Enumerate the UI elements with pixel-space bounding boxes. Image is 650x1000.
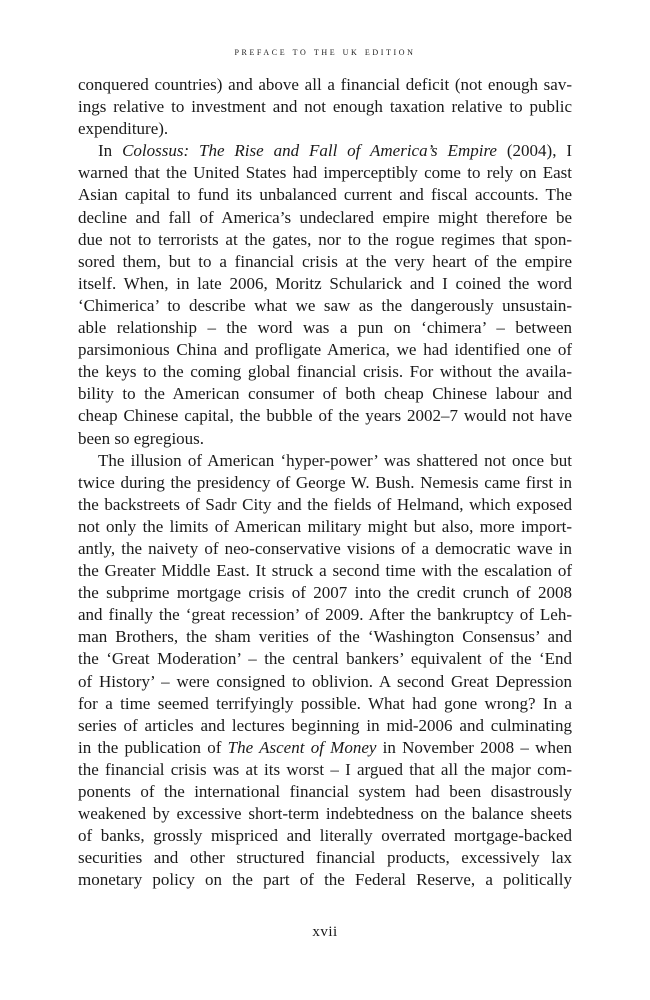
italic-title: Colossus: The Rise and Fall of America’s Empire	[122, 141, 497, 161]
text-line	[78, 96, 572, 118]
text-line	[78, 560, 572, 582]
text-segment: cheap Chinese capital, the bubble of the years 2002–7 would not have	[78, 406, 572, 426]
text-segment: The illusion of American ‘hyper-power’ was shattered not once but	[98, 450, 572, 470]
text-segment: decline and fall of America’s undeclared empire might therefore be	[78, 207, 572, 227]
text-segment: the Greater Middle East. It struck a second time with the escalation of	[78, 561, 572, 581]
text-segment: not only the limits of American military might but also, more import-	[78, 516, 572, 536]
page-number: xvii	[312, 924, 338, 940]
text-segment: parsimonious China and profligate America, we had identified one of	[78, 340, 572, 360]
text-line	[78, 405, 572, 427]
italic-title: The Ascent of Money	[227, 737, 377, 757]
text-line	[78, 361, 572, 383]
text-line	[78, 494, 572, 516]
text-segment: the keys to the coming global financial crisis. For without the availa-	[78, 362, 572, 382]
text-line	[78, 140, 572, 162]
text-segment: (2004), I	[496, 141, 572, 161]
text-line	[78, 825, 572, 847]
text-segment: Asian capital to fund its unbalanced current and fiscal accounts. The	[78, 185, 572, 205]
text-segment: man Brothers, the sham verities of the ‘Washington Consensus’ and	[78, 627, 572, 647]
text-line	[78, 74, 572, 96]
text-line	[78, 582, 572, 604]
text-segment: ponents of the international financial system had been disastrously	[78, 782, 572, 801]
text-line	[78, 428, 572, 450]
text-segment: of History’ – were consigned to oblivion. A second Great Depression	[78, 671, 572, 691]
text-segment: and finally the ‘great recession’ of 2009. After the bankruptcy of Leh-	[78, 605, 572, 625]
text-line	[78, 626, 572, 648]
text-segment: itself. When, in late 2006, Moritz Schularick and I coined the word	[78, 273, 572, 293]
text-line	[78, 339, 572, 361]
text-line	[78, 229, 572, 251]
text-line	[78, 648, 572, 670]
text-line	[78, 715, 572, 737]
text-segment: of banks, grossly mispriced and literally overrated mortgage-backed	[78, 826, 572, 846]
text-segment: weakened by excessive short-term indebtedness on the balance sheets	[78, 804, 572, 824]
text-line	[78, 383, 572, 405]
text-segment: the ‘Great Moderation’ – the central bankers’ equivalent of the ‘End	[78, 649, 572, 669]
text-line	[78, 604, 572, 626]
text-segment: twice during the presidency of George W. Bush. Nemesis came first in	[78, 472, 572, 492]
text-line	[78, 759, 572, 781]
running-head: preface to the uk edition	[234, 46, 416, 58]
text-segment: for a time seemed terrifyingly possible. What had gone wrong? In a	[78, 693, 572, 713]
text-segment: In	[98, 141, 123, 161]
text-line	[78, 251, 572, 273]
text-line	[78, 118, 572, 140]
text-line	[78, 671, 572, 693]
text-segment: been so egregious.	[78, 428, 205, 448]
text-line	[78, 693, 572, 715]
text-line	[78, 847, 572, 869]
text-segment: in November 2008 – when	[376, 737, 572, 757]
text-line	[78, 317, 572, 339]
text-segment: able relationship – the word was a pun on ‘chimera’ – between	[78, 318, 572, 338]
text-line	[78, 538, 572, 560]
text-segment: expenditure).	[78, 119, 169, 139]
text-line	[78, 737, 572, 759]
text-line	[78, 273, 572, 295]
text-segment: monetary policy on the part of the Federal Reserve, a politically	[78, 870, 572, 890]
text-line	[78, 803, 572, 825]
text-line	[78, 184, 572, 206]
text-line	[78, 781, 572, 803]
text-segment: bility to the American consumer of both cheap Chinese labour and	[78, 384, 572, 404]
text-line	[78, 516, 572, 538]
text-segment: due not to terrorists at the gates, nor to the rogue regimes that spon-	[78, 229, 572, 249]
text-line	[78, 207, 572, 229]
text-segment: the backstreets of Sadr City and the fields of Helmand, which exposed	[78, 494, 572, 514]
body-text	[78, 74, 572, 891]
text-segment: sored them, but to a financial crisis at the very heart of the empire	[78, 251, 572, 271]
text-segment: securities and other structured financial products, excessively lax	[78, 848, 572, 868]
text-segment: ings relative to investment and not enough taxation relative to public	[78, 97, 572, 117]
text-segment: ‘Chimerica’ to describe what we saw as the dangerously unsustain-	[78, 295, 572, 315]
text-segment: the financial crisis was at its worst – I argued that all the major com-	[78, 759, 572, 779]
text-segment: antly, the naivety of neo-conservative visions of a democratic wave in	[78, 538, 572, 558]
text-line	[78, 295, 572, 317]
text-line	[78, 472, 572, 494]
text-segment: in the publication of	[78, 737, 228, 757]
text-segment: warned that the United States had imperceptibly come to rely on East	[78, 163, 572, 183]
text-line	[78, 450, 572, 472]
text-segment: the subprime mortgage crisis of 2007 into the credit crunch of 2008	[78, 583, 572, 603]
text-segment: conquered countries) and above all a financial deficit (not enough sav-	[78, 75, 572, 94]
text-line	[78, 162, 572, 184]
text-line	[78, 869, 572, 891]
text-segment: series of articles and lectures beginning in mid-2006 and culminating	[78, 715, 572, 735]
